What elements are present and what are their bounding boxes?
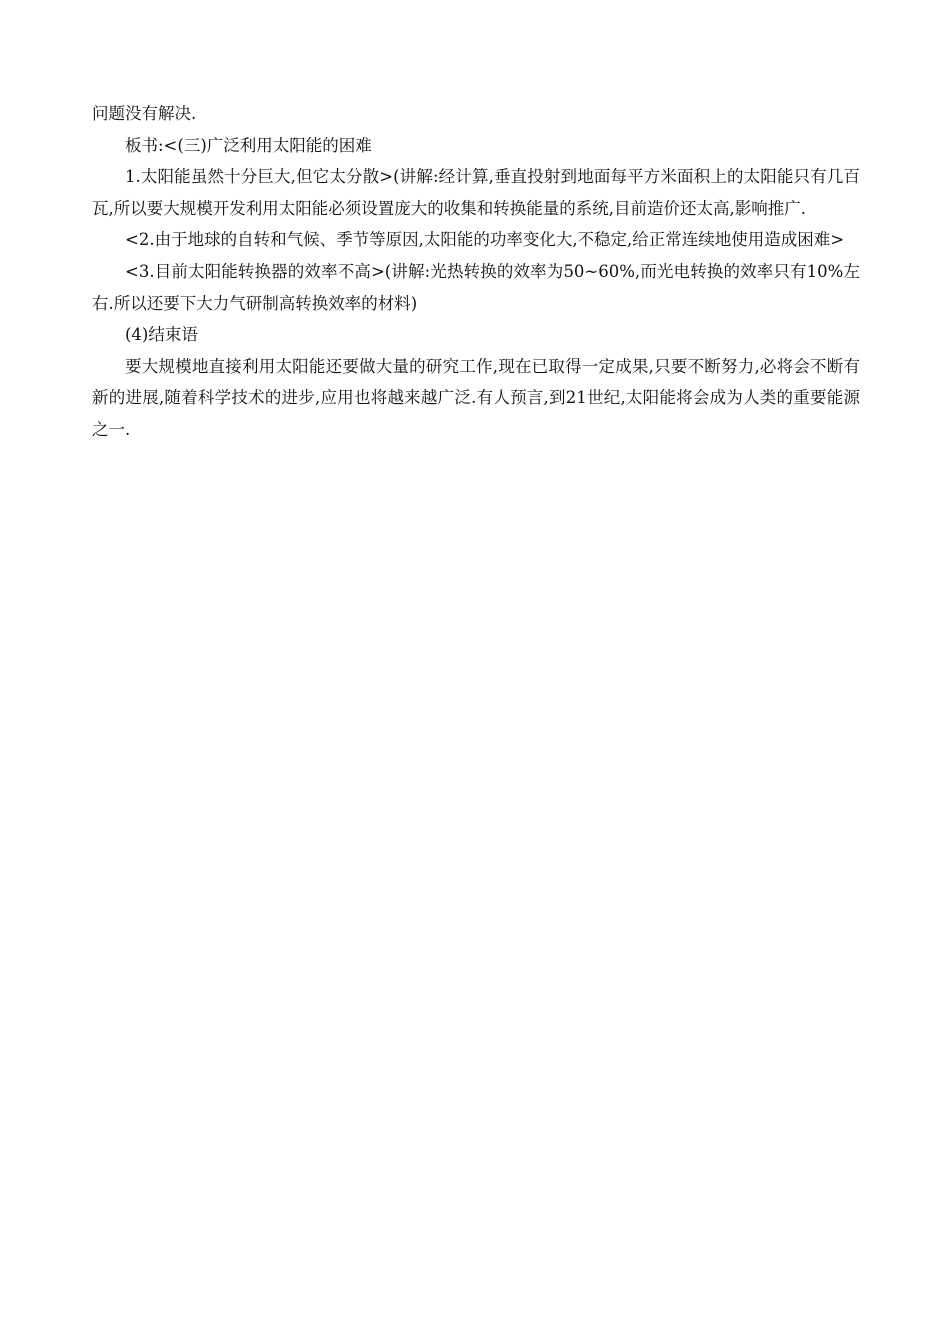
paragraph-point-3: <3.目前太阳能转换器的效率不高>(讲解:光热转换的效率为50~60%,而光电转换的效率只有10%左右.所以还要下大力气研制高转换效率的材料) [92,261,860,313]
paragraph-point-2: <2.由于地球的自转和气候、季节等原因,太阳能的功率变化大,不稳定,给正常连续地使用造成困难> [125,230,845,250]
paragraph-conclusion: 要大规模地直接利用太阳能还要做大量的研究工作,现在已取得一定成果,只要不断努力,必将会不断有新的进展,随着科学技术的进步,应用也将越来越广泛.有人预言,到21世纪,太阳能将会成为人类的重要能源之一. [92,356,860,439]
document-page [92,98,860,446]
paragraph-continuation: 问题没有解决. [92,104,197,123]
paragraph-board-heading: 板书:<(三)广泛利用太阳能的困难 [125,135,372,155]
paragraph-conclusion-heading: (4)结束语 [125,325,198,345]
paragraph-point-1: 1.太阳能虽然十分巨大,但它太分散>(讲解:经计算,垂直投射到地面每平方米面积上的太阳能只有几百瓦,所以要大规模开发利用太阳能必须设置庞大的收集和转换能量的系统,目前造价还太高,影响推广. [92,167,860,218]
